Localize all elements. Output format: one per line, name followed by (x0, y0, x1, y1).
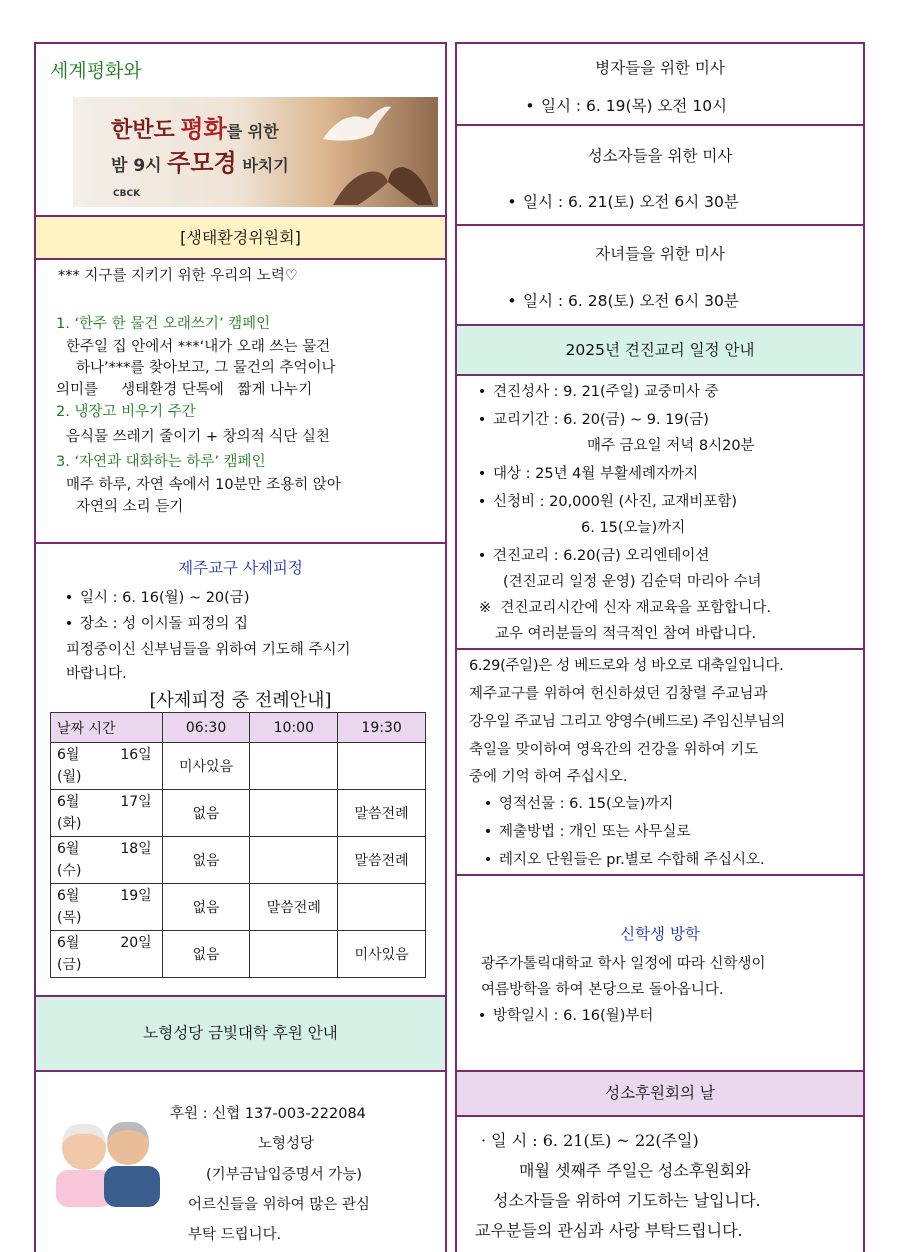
sick-mass-date: • 일시 : 6. 19(목) 오전 10시 (519, 94, 727, 118)
seminary-title: 신학생 방학 (620, 925, 700, 943)
table-date-cell: 6월 20일 (금) (51, 931, 163, 978)
eco-intro: *** 지구를 지키기 위한 우리의 노력♡ (58, 268, 298, 284)
univ-header-text: 노형성당 금빛대학 후원 안내 (143, 1024, 338, 1042)
support-line-3: 교우분들의 관심과 사랑 부탁드립니다. (475, 1221, 743, 1240)
eco-campaign-1-title: 1. ‘한주 한 물건 오래쓰기’ 캠페인 (56, 316, 271, 332)
table-row (51, 884, 426, 931)
confirmation-item-3: • 대상 : 25년 4월 부활세례자까지 (471, 462, 698, 486)
confirmation-header-text: 2025년 견진교리 일정 안내 (565, 341, 755, 359)
sick-mass-section (455, 42, 865, 126)
feast-line-1: 6.29(주일)은 성 베드로와 성 바오로 대축일입니다. (469, 658, 784, 674)
table-header-cell: 19:30 (338, 713, 426, 743)
table-cell (250, 743, 338, 790)
retreat-table-title: [사제피정 중 전례안내] (149, 690, 332, 711)
support-header (455, 1070, 865, 1117)
peace-title: 세계평화와 (50, 60, 142, 82)
confirmation-item-2: • 교리기간 : 6. 20(금) ~ 9. 19(금) (471, 408, 709, 432)
feast-bullet-2: • 제출방법 : 개인 또는 사무실로 (477, 820, 690, 844)
univ-receipt: (기부금납입증명서 가능) (206, 1167, 362, 1183)
peace-prayer-section (34, 42, 447, 217)
eco-campaign-3-line1: 매주 하루, 자연 속에서 10분만 조용히 앉아 (66, 477, 341, 493)
confirmation-item-1: • 견진성사 : 9. 21(주일) 교중미사 중 (471, 380, 719, 404)
table-date-cell: 6월 19일 (목) (51, 884, 163, 931)
table-cell: 말씀전례 (250, 884, 338, 931)
confirmation-header (455, 324, 865, 376)
seminary-section (455, 874, 865, 1072)
table-header-cell: 06:30 (162, 713, 250, 743)
feast-line-2: 제주교구를 위하여 헌신하셨던 김창렬 주교님과 (469, 686, 768, 702)
confirmation-note-2: 교우 여러분들의 적극적인 참여 바랍니다. (495, 626, 757, 642)
retreat-title: 제주교구 사제피정 (178, 559, 303, 577)
peace-banner (73, 97, 438, 207)
table-date-cell: 6월 18일 (수) (51, 837, 163, 884)
eco-campaign-1-line3: 의미를 생태환경 단톡에 짧게 나누기 (56, 382, 313, 398)
table-cell: 미사있음 (162, 743, 250, 790)
feast-line-3: 강우일 주교님 그리고 양영수(베드로) 주임신부님의 (469, 714, 785, 730)
banner-text-c: 를 위한 (226, 122, 279, 141)
eco-header (34, 215, 447, 260)
confirmation-item-5: • 견진교리 : 6.20(금) 오리엔테이션 (471, 544, 709, 568)
table-header-row (51, 713, 426, 743)
children-mass-date: • 일시 : 6. 28(토) 오전 6시 30분 (501, 289, 739, 313)
table-row (51, 931, 426, 978)
vocation-mass-title: 성소자들을 위한 미사 (587, 147, 733, 165)
table-row (51, 837, 426, 884)
confirmation-body (455, 374, 865, 650)
children-mass-section (455, 224, 865, 326)
table-cell (250, 790, 338, 837)
table-cell (250, 837, 338, 884)
seminary-line-1: 광주가톨릭대학교 학사 일정에 따라 신학생이 (481, 956, 766, 972)
eco-campaign-1-line2: 하나’***를 찾아보고, 그 물건의 추억이나 (76, 360, 336, 376)
vocation-mass-date: • 일시 : 6. 21(토) 오전 6시 30분 (501, 190, 739, 214)
table-header-cell: 10:00 (250, 713, 338, 743)
univ-parish: 노형성당 (258, 1136, 315, 1152)
eco-campaign-1-line1: 한주일 집 안에서 ***‘내가 오래 쓰는 물건 (66, 339, 331, 355)
seminary-bullet-1: • 방학일시 : 6. 16(월)부터 (471, 1004, 653, 1028)
table-date-cell: 6월 16일 (월) (51, 743, 163, 790)
feast-bullet-3: • 레지오 단원들은 pr.별로 수합해 주십시오. (477, 848, 765, 872)
univ-body (34, 1070, 447, 1252)
table-cell: 없음 (162, 931, 250, 978)
confirmation-item-5-sub: (견진교리 일정 운영) 김순덕 마리아 수녀 (503, 574, 762, 590)
retreat-date: • 일시 : 6. 16(월) ~ 20(금) (58, 586, 249, 610)
banner-text-f: 바치기 (242, 156, 289, 175)
table-cell: 없음 (162, 884, 250, 931)
eco-campaign-3-line2: 자연의 소리 듣기 (76, 499, 184, 515)
eco-body (34, 258, 447, 544)
confirmation-item-4-sub: 6. 15(오늘)까지 (581, 520, 686, 536)
table-cell: 없음 (162, 790, 250, 837)
table-cell: 말씀전례 (338, 837, 426, 884)
retreat-place: • 장소 : 성 이시돌 피정의 집 (58, 612, 248, 636)
banner-text-d: 밤 9시 (111, 156, 162, 176)
eco-header-text: [생태환경위원회] (180, 228, 301, 247)
feast-line-5: 중에 기억 하여 주십시오. (469, 769, 628, 785)
eco-campaign-2-line1: 음식물 쓰레기 줄이기 + 창의적 식단 실천 (66, 429, 330, 445)
sick-mass-title: 병자들을 위한 미사 (595, 59, 725, 77)
elderly-couple-icon (46, 1112, 166, 1207)
table-cell (338, 743, 426, 790)
banner-text-b: 평화 (180, 115, 227, 143)
children-mass-title: 자녀들을 위한 미사 (595, 245, 725, 263)
hands-icon (328, 137, 438, 207)
feast-line-4: 축일을 맞이하여 영육간의 건강을 위하여 기도 (469, 742, 759, 758)
banner-text-e: 주모경 (167, 149, 237, 177)
table-date-cell: 6월 17일 (화) (51, 790, 163, 837)
feast-bullet-1: • 영적선물 : 6. 15(오늘)까지 (477, 792, 673, 816)
univ-request-2: 부탁 드립니다. (188, 1227, 282, 1243)
table-cell: 없음 (162, 837, 250, 884)
table-cell: 말씀전례 (338, 790, 426, 837)
retreat-note-2: 바랍니다. (66, 666, 127, 682)
table-cell (250, 931, 338, 978)
univ-header (34, 995, 447, 1072)
vocation-mass-section (455, 124, 865, 226)
confirmation-note-1: ※ 견진교리시간에 신자 재교육을 포함합니다. (479, 600, 771, 616)
support-header-text: 성소후원회의 날 (605, 1084, 715, 1102)
liturgy-schedule-table (50, 712, 426, 978)
feast-section (455, 648, 865, 876)
table-header-cell: 날짜 시간 (51, 713, 163, 743)
retreat-note-1: 피정중이신 신부님들을 위하여 기도해 주시기 (66, 642, 351, 658)
table-row (51, 743, 426, 790)
eco-campaign-2-title: 2. 냉장고 비우기 주간 (56, 404, 196, 420)
support-line-1: 매월 셋째주 주일은 성소후원회와 (519, 1161, 751, 1180)
table-cell: 미사있음 (338, 931, 426, 978)
banner-logo: CBCK (113, 189, 141, 199)
support-body (455, 1115, 865, 1252)
eco-campaign-3-title: 3. ‘자연과 대화하는 하루’ 캠페인 (56, 454, 266, 470)
univ-account: 후원 : 신협 137-003-222084 (170, 1106, 366, 1122)
confirmation-item-2-sub: 매주 금요일 저녁 8시20분 (587, 438, 755, 454)
support-date: · 일 시 : 6. 21(토) ~ 22(주일) (481, 1131, 699, 1150)
confirmation-item-4: • 신청비 : 20,000원 (사진, 교재비포함) (471, 490, 737, 514)
support-line-2: 성소자들을 위하여 기도하는 날입니다. (493, 1191, 761, 1210)
table-row (51, 790, 426, 837)
univ-request-1: 어르신들을 위하여 많은 관심 (188, 1197, 370, 1213)
seminary-line-2: 여름방학을 하여 본당으로 돌아옵니다. (481, 982, 724, 998)
table-cell (338, 884, 426, 931)
banner-text-a: 한반도 (111, 118, 175, 143)
